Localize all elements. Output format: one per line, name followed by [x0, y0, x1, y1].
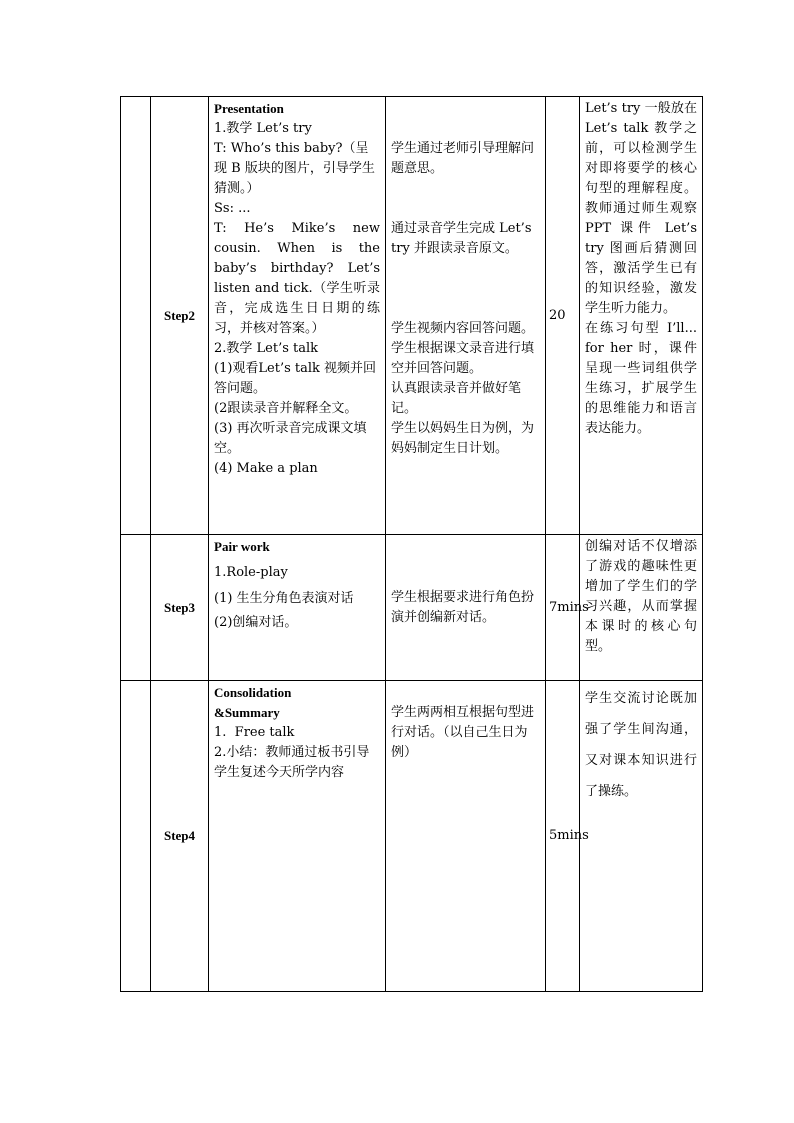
time-cell: 7mins	[546, 535, 580, 681]
section-heading: Consolidation	[214, 685, 292, 700]
design-purpose-cell	[580, 97, 703, 535]
process-line: Ss: ...	[214, 201, 251, 216]
process-line: 1. Free talk	[214, 725, 295, 740]
purpose-line: 在练习句型 I’ll... for her 时，课件呈现一些词组供学生练习，扩展学生的思维能力和语言表达能力。	[585, 321, 697, 436]
step-label: Step4	[151, 681, 209, 992]
process-line: T: Who’s this baby?（呈现 B 版块的图片，引导学生猜测。）	[214, 141, 375, 196]
design-purpose-cell	[580, 681, 703, 992]
student-line: 学生以妈妈生日为例，为妈妈制定生日计划。	[391, 421, 535, 456]
process-line: (1)观看Let’s talk 视频并回答问题。	[214, 361, 377, 396]
process-line: 1.教学 Let’s try	[214, 121, 312, 136]
table-row	[121, 97, 703, 535]
process-line: 2.教学 Let’s talk	[214, 341, 319, 356]
purpose-line: Let’s try 一般放在 Let’s talk 教学之前，可以检测学生对即将要学的核心句型的理解程度。教师通过师生观察 PPT 课件 Let’s try 图画后猜测回答，激活学生已有的知识经验，激发学生听力能力。	[585, 101, 697, 316]
step-label: Step3	[151, 535, 209, 681]
process-line: (2)创编对话。	[214, 615, 298, 630]
time-cell: 5mins	[546, 681, 580, 992]
teacher-activity-cell	[209, 97, 386, 535]
purpose-line: 学生交流讨论既加强了学生间沟通，又对课本知识进行了操练。	[585, 691, 697, 799]
teacher-activity-cell	[209, 681, 386, 992]
process-line: (1) 生生分角色表演对话	[214, 591, 354, 606]
process-line: T: He’s Mike’s new cousin. When is the baby’s birthday? Let’s listen and tick.（学生听录音，完成选生日日期的练习，并核对答案。）	[214, 221, 380, 336]
student-line: 学生根据要求进行角色扮演并创编新对话。	[391, 589, 535, 625]
student-line: 认真跟读录音并做好笔记。	[391, 381, 522, 416]
blank-cell	[121, 535, 151, 681]
process-line: (3) 再次听录音完成课文填空。	[214, 421, 367, 456]
student-line: 学生视频内容回答问题。	[391, 321, 535, 336]
lesson-plan-table	[120, 96, 703, 992]
section-heading: Pair work	[214, 539, 270, 554]
student-line: 学生通过老师引导理解问题意思。	[391, 141, 535, 176]
student-line: 学生根据课文录音进行填空并回答问题。	[391, 341, 535, 376]
process-line: 2.小结：教师通过板书引导学生复述今天所学内容	[214, 745, 370, 780]
student-activity-cell	[386, 681, 546, 992]
time-cell: 20	[546, 97, 580, 535]
process-line: 1.Role-play	[214, 565, 288, 580]
process-line: (2跟读录音并解释全文。	[214, 401, 358, 416]
process-line: (4) Make a plan	[214, 461, 318, 476]
section-heading: Presentation	[214, 101, 284, 116]
table-row	[121, 681, 703, 992]
table-row	[121, 535, 703, 681]
step-label: Step2	[151, 97, 209, 535]
blank-cell	[121, 97, 151, 535]
purpose-line: 创编对话不仅增添了游戏的趣味性更增加了学生们的学习兴趣，从而掌握本课时的核心句型。	[585, 539, 697, 654]
student-line: 学生两两相互根据句型进行对话。（以自己生日为例）	[391, 705, 535, 760]
student-activity-cell	[386, 535, 546, 681]
student-line: 通过录音学生完成 Let’s try 并跟读录音原文。	[391, 221, 532, 256]
student-activity-cell	[386, 97, 546, 535]
teacher-activity-cell	[209, 535, 386, 681]
section-heading: &Summary	[214, 705, 280, 720]
blank-cell	[121, 681, 151, 992]
design-purpose-cell	[580, 535, 703, 681]
